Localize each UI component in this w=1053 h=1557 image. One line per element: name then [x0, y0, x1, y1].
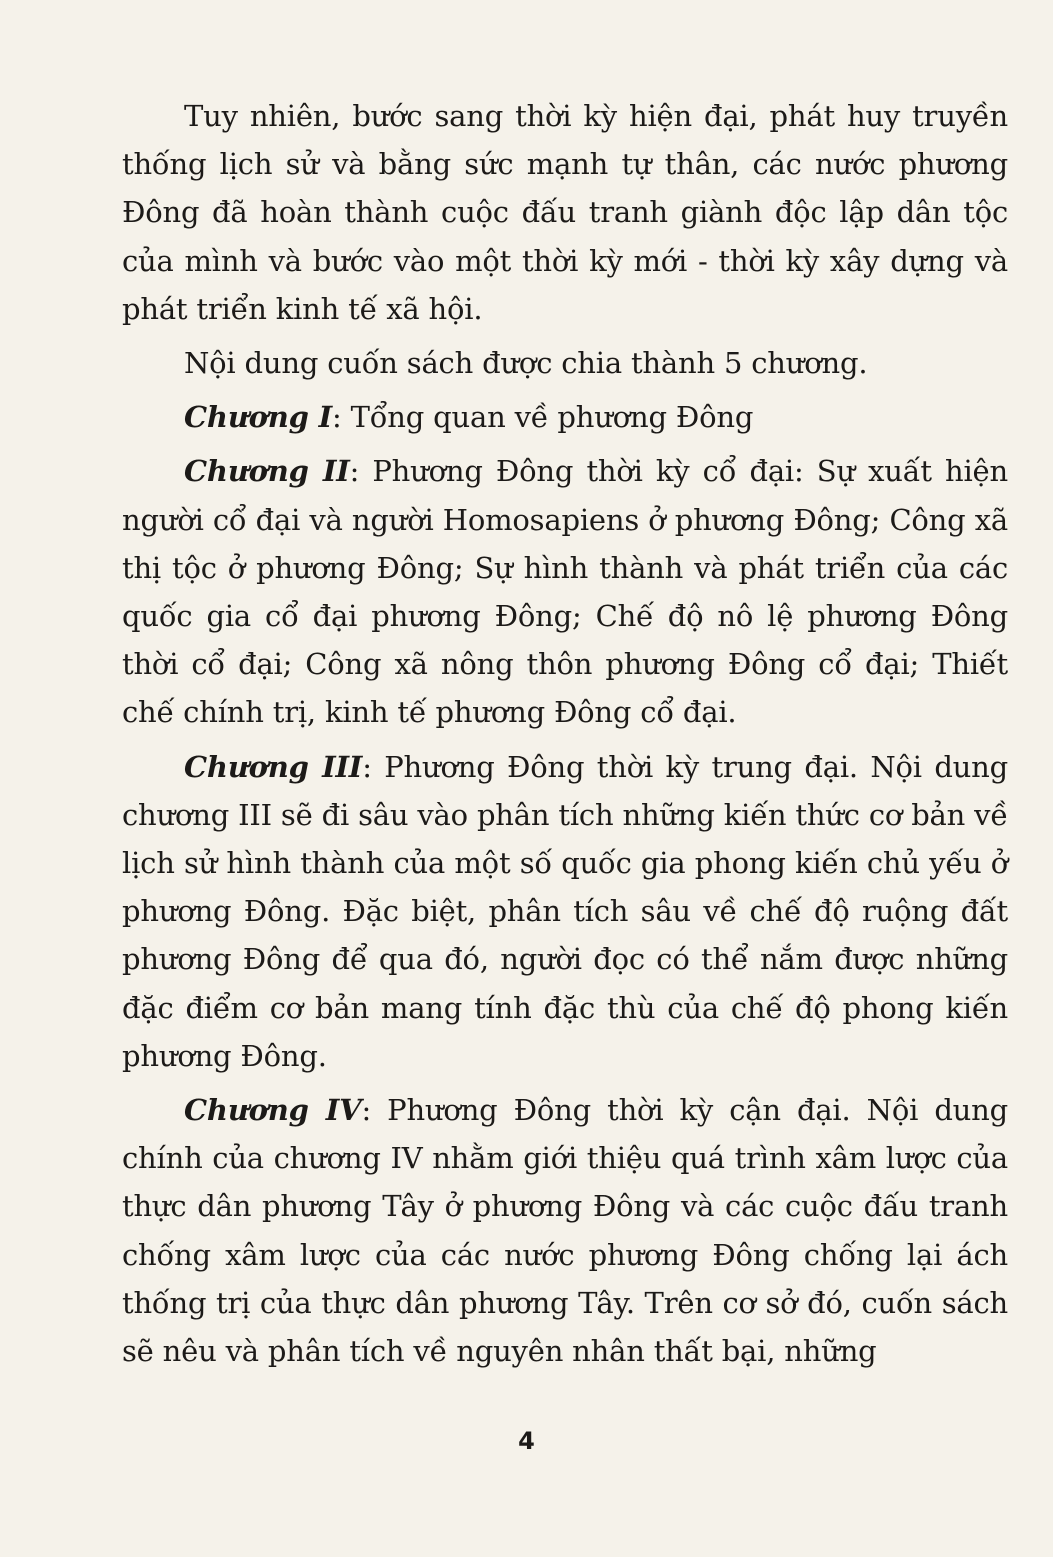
- chapter-label: Chương I: [184, 400, 333, 435]
- paragraph-book-outline: [122, 339, 1008, 387]
- paragraph-text: Nội dung cuốn sách được chia thành 5 chương.: [184, 346, 868, 381]
- paragraph-text: : Phương Đông thời kỳ cổ đại: Sự xuất hiện người cổ đại và người Homosapiens ở phương Đông; Công xã thị tộc ở phương Đông; Sự hình thành và phát triển của các quốc gia cổ đại phương Đông; Chế độ nô lệ phương Đông thời cổ đại; Công xã nông thôn phương Đông cổ đại; Thiết chế chính trị, kinh tế phương Đông cổ đại.: [122, 454, 1008, 730]
- paragraph-chapter-1: [122, 393, 1008, 441]
- page-number: 4: [518, 1427, 535, 1455]
- paragraph-text: Tuy nhiên, bước sang thời kỳ hiện đại, phát huy truyền thống lịch sử và bằng sức mạnh tự thân, các nước phương Đông đã hoàn thành cuộc đấu tranh giành độc lập dân tộc của mình và bước vào một thời kỳ mới - thời kỳ xây dựng và phát triển kinh tế xã hội.: [122, 99, 1008, 326]
- paragraph-chapter-2: [122, 447, 1008, 736]
- paragraph-text: : Tổng quan về phương Đông: [332, 400, 754, 435]
- paragraph-chapter-4: [122, 1086, 1008, 1375]
- paragraph-modern-era: [122, 92, 1008, 333]
- chapter-label: Chương II: [184, 454, 350, 489]
- paragraph-chapter-3: [122, 743, 1008, 1080]
- body-text: [122, 92, 1008, 1381]
- paragraph-text: : Phương Đông thời kỳ trung đại. Nội dung chương III sẽ đi sâu vào phân tích những kiến thức cơ bản về lịch sử hình thành của một số quốc gia phong kiến chủ yếu ở phương Đông. Đặc biệt, phân tích sâu về chế độ ruộng đất phương Đông để qua đó, người đọc có thể nắm được những đặc điểm cơ bản mang tính đặc thù của chế độ phong kiến phương Đông.: [122, 749, 1009, 1073]
- chapter-label: Chương III: [184, 749, 363, 784]
- chapter-label: Chương IV: [184, 1093, 362, 1128]
- paragraph-text: : Phương Đông thời kỳ cận đại. Nội dung chính của chương IV nhằm giới thiệu quá trình xâm lược của thực dân phương Tây ở phương Đông và các cuộc đấu tranh chống xâm lược của các nước phương Đông chống lại ách thống trị của thực dân phương Tây. Trên cơ sở đó, cuốn sách sẽ nêu và phân tích về nguyên nhân thất bại, những: [122, 1093, 1008, 1369]
